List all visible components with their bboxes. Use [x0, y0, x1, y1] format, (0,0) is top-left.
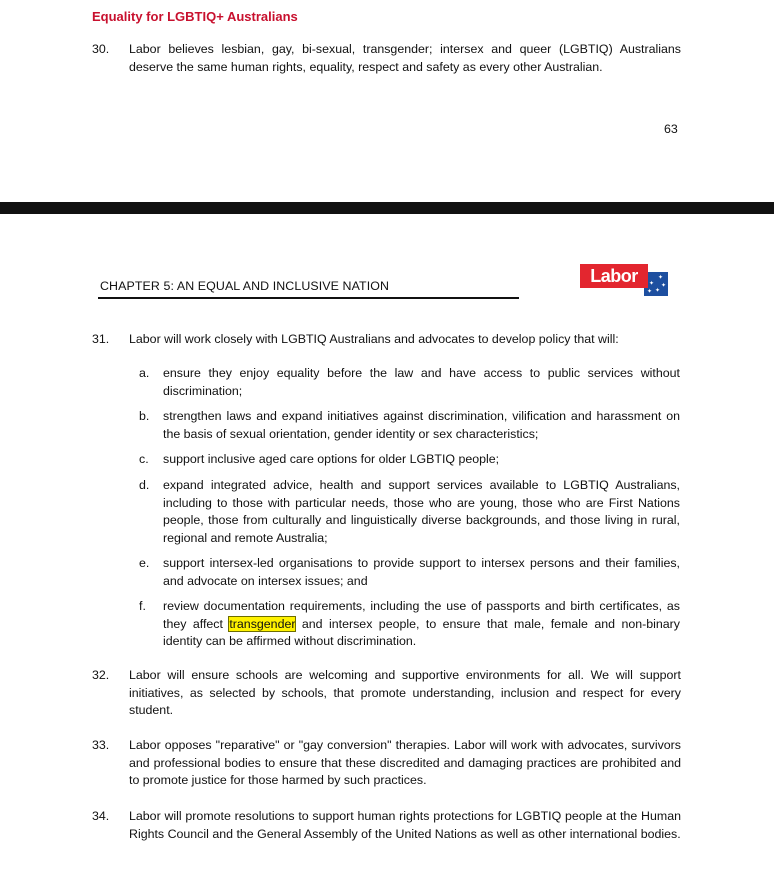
- list-item-f-text-after: and intersex people, to ensure that male, female and non-binary identity can be affirmed without discrimination.: [163, 616, 680, 649]
- labor-logo: [580, 264, 668, 296]
- labor-logo-text: Labor: [580, 264, 648, 288]
- list-item-d-text: expand integrated advice, health and support services available to LGBTIQ Australians, including to those with particular needs, those who are young, those who are First Nations people, those from culturally and linguistically diverse backgrounds, and those living in rural, regional and remote Australia;: [163, 478, 680, 545]
- chapter-header: CHAPTER 5: AN EQUAL AND INCLUSIVE NATION: [100, 279, 390, 293]
- paragraph-number: 31.: [92, 332, 110, 346]
- list-item-letter: b.: [139, 409, 150, 423]
- highlighted-search-term: transgender: [229, 616, 296, 631]
- paragraph-number: 34.: [92, 809, 110, 823]
- paragraph-number: 32.: [92, 668, 110, 682]
- paragraph-30-text: Labor believes lesbian, gay, bi-sexual, transgender; intersex and queer (LGBTIQ) Australians deserve the same human rights, equality, respect and safety as every other Australian.: [129, 42, 681, 74]
- paragraph-33-text: Labor opposes "reparative" or "gay conversion" therapies. Labor will work with advocates, survivors and professional bodies to ensure that these discredited and damaging practices are prohibited and to promote justice for those harmed by such practices.: [129, 738, 681, 788]
- list-item-letter: e.: [139, 556, 150, 570]
- list-item-letter: f.: [139, 599, 146, 613]
- list-item-f-text: [163, 598, 680, 651]
- list-item-f-text-before: review documentation requirements, including the use of passports and birth certificates, as they affect: [163, 599, 680, 631]
- paragraph-31-text: Labor will work closely with LGBTIQ Australians and advocates to develop policy that will:: [129, 332, 619, 346]
- list-item-letter: a.: [139, 366, 150, 380]
- list-item-letter: d.: [139, 478, 150, 492]
- list-item-letter: c.: [139, 452, 149, 466]
- list-item-b-text: strengthen laws and expand initiatives against discrimination, vilification and harassment on the basis of sexual orientation, gender identity or sex characteristics;: [163, 409, 680, 441]
- chapter-header-rule: [98, 297, 519, 299]
- paragraph-number: 30.: [92, 42, 110, 56]
- southern-cross-flag-icon: ✦ ✦ ✦ ✦ ✦: [644, 272, 668, 296]
- page-break-bar: [0, 202, 774, 214]
- section-heading: Equality for LGBTIQ+ Australians: [92, 9, 298, 24]
- list-item-a-text: ensure they enjoy equality before the law and have access to public services without discrimination;: [163, 366, 680, 398]
- paragraph-34-text: Labor will promote resolutions to support human rights protections for LGBTIQ people at the Human Rights Council and the General Assembly of the United Nations as well as other international bodies.: [129, 809, 681, 841]
- page-number: 63: [664, 122, 678, 136]
- list-item-e-text: support intersex-led organisations to provide support to intersex persons and their families, and advocate on intersex issues; and: [163, 556, 680, 588]
- list-item-c-text: support inclusive aged care options for older LGBTIQ people;: [163, 452, 500, 466]
- paragraph-number: 33.: [92, 738, 110, 752]
- paragraph-32-text: Labor will ensure schools are welcoming and supportive environments for all. We will support initiatives, as selected by schools, that promote understanding, inclusion and respect for every student.: [129, 668, 681, 718]
